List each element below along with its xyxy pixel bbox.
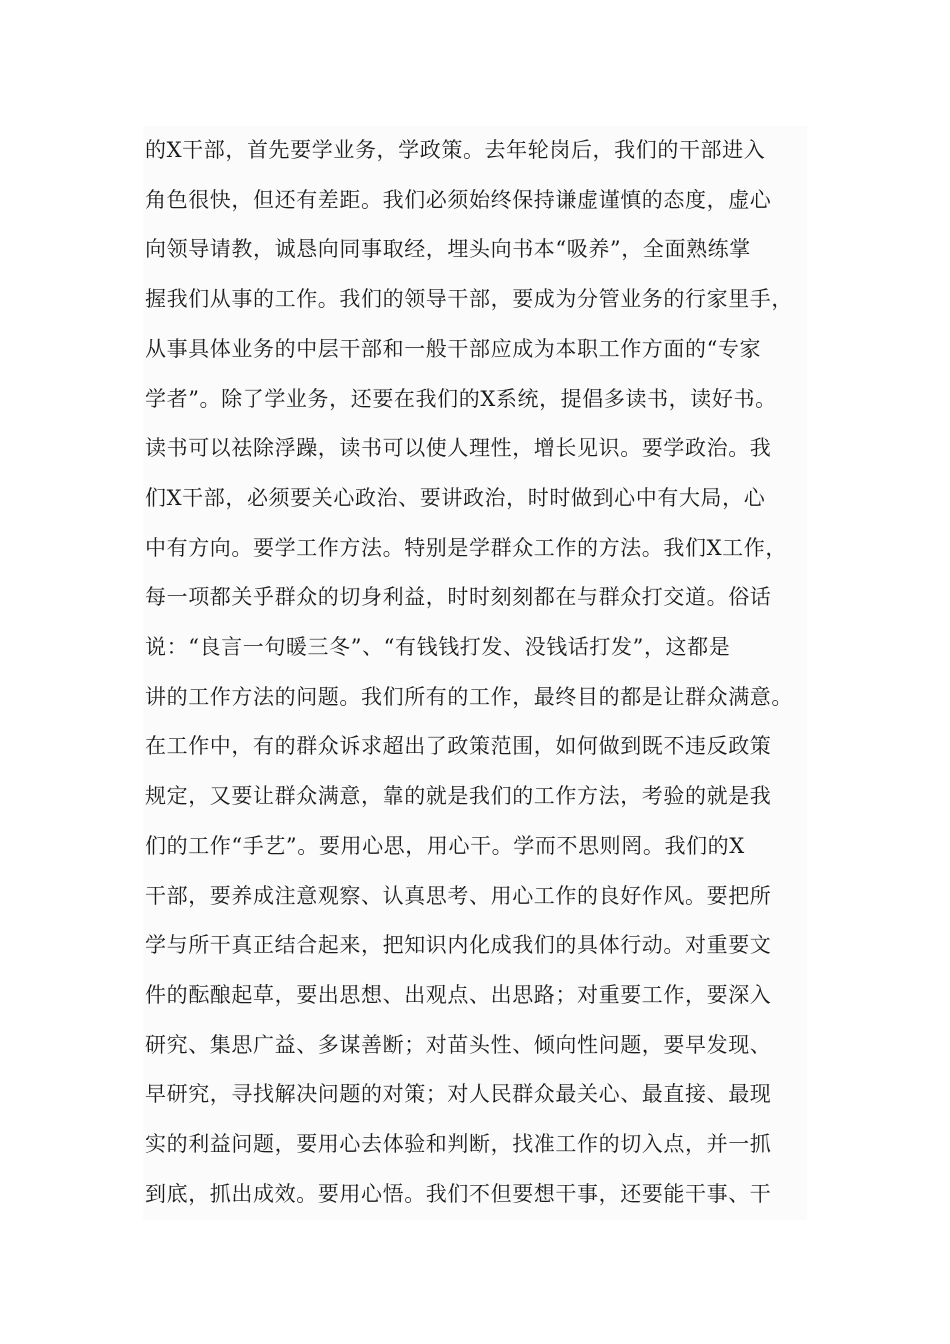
text-line-20: 早研究，寻找解决问题的对策；对人民群众最关心、最直接、最现	[145, 1082, 772, 1107]
text-line-19: 研究、集思广益、多谋善断；对苗头性、倾向性问题，要早发现、	[145, 1032, 772, 1057]
text-line-2: 角色很快，但还有差距。我们必须始终保持谦虚谨慎的态度，虚心	[145, 187, 772, 212]
text-line-22: 到底，抓出成效。要用心悟。我们不但要想干事，还要能干事、干	[145, 1181, 772, 1206]
text-line-5: 从事具体业务的中层干部和一般干部应成为本职工作方面的“专家	[145, 336, 762, 361]
text-line-9: 中有方向。要学工作方法。特别是学群众工作的方法。我们X工作，	[145, 535, 787, 560]
text-line-10: 每一项都关乎群众的切身利益，时时刻刻都在与群众打交道。俗话	[145, 585, 772, 610]
text-line-7: 读书可以祛除浮躁，读书可以使人理性，增长见识。要学政治。我	[145, 436, 772, 461]
text-line-15: 们的工作“手艺”。要用心思，用心干。学而不思则罔。我们的X	[145, 833, 745, 858]
text-line-8: 们X干部，必须要关心政治、要讲政治，时时做到心中有大局，心	[145, 485, 766, 510]
text-line-18: 件的酝酿起草，要出思想、出观点、出思路；对重要工作，要深入	[145, 982, 772, 1007]
text-line-11: 说：“良言一句暖三冬”、“有钱钱打发、没钱话打发”，这都是	[145, 635, 731, 659]
text-line-16: 干部，要养成注意观察、认真思考、用心工作的良好作风。要把所	[145, 883, 772, 908]
text-line-21: 实的利益问题，要用心去体验和判断，找准工作的切入点，并一抓	[145, 1132, 772, 1156]
text-line-6: 学者”。除了学业务，还要在我们的X系统，提倡多读书，读好书。	[145, 386, 777, 411]
text-line-12: 讲的工作方法的问题。我们所有的工作，最终目的都是让群众满意。	[145, 684, 793, 709]
text-line-17: 学与所干真正结合起来，把知识内化成我们的具体行动。对重要文	[145, 933, 772, 958]
text-line-14: 规定，又要让群众满意，靠的就是我们的工作方法，考验的就是我	[145, 784, 772, 809]
text-line-1: 的X干部，首先要学业务，学政策。去年轮岗后，我们的干部进入	[145, 138, 766, 162]
text-line-13: 在工作中，有的群众诉求超出了政策范围，如何做到既不违反政策	[145, 734, 772, 759]
text-line-4: 握我们从事的工作。我们的领导干部，要成为分管业务的行家里手，	[145, 287, 793, 312]
body-text	[143, 126, 807, 1220]
text-line-3: 向领导请教，诚恳向同事取经，埋头向书本“吸养”，全面熟练掌	[145, 237, 751, 262]
